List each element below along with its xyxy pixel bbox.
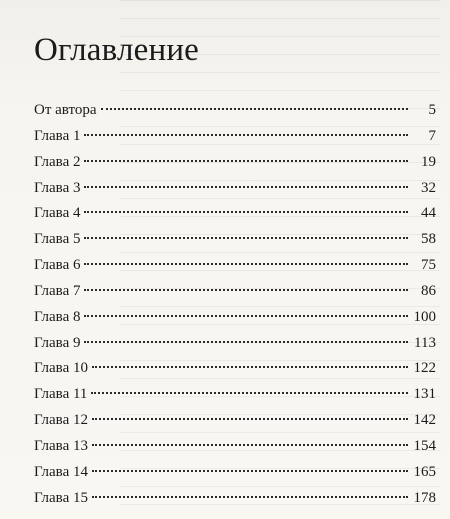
toc-entry-page: 7 xyxy=(428,127,436,144)
dot-leader xyxy=(101,108,408,110)
dot-leader xyxy=(84,263,408,265)
dot-leader xyxy=(84,237,408,239)
dot-leader xyxy=(84,289,408,291)
dot-leader xyxy=(84,211,408,213)
dot-leader xyxy=(92,470,408,472)
toc-entry xyxy=(34,229,436,255)
toc-entry-page: 113 xyxy=(414,334,436,351)
table-of-contents xyxy=(34,100,436,514)
toc-entry-page: 122 xyxy=(413,360,436,377)
toc-entry xyxy=(34,100,436,126)
toc-entry-page: 5 xyxy=(428,102,436,118)
toc-entry-label: Глава 3 xyxy=(34,179,81,196)
dot-leader xyxy=(84,315,407,317)
dot-leader xyxy=(84,160,408,162)
toc-entry-page: 75 xyxy=(421,257,436,274)
toc-entry-label: Глава 14 xyxy=(34,463,88,480)
toc-entry-label: От автора xyxy=(34,102,97,118)
toc-entry-label: Глава 6 xyxy=(34,257,81,274)
dot-leader xyxy=(84,134,408,136)
toc-entry xyxy=(34,281,436,307)
dot-leader xyxy=(84,186,408,188)
toc-entry-page: 100 xyxy=(413,308,436,325)
dot-leader xyxy=(92,496,408,498)
toc-entry-label: Глава 15 xyxy=(34,489,88,506)
toc-entry xyxy=(34,462,436,488)
toc-entry-label: Глава 9 xyxy=(34,334,81,351)
toc-entry-label: Глава 10 xyxy=(34,360,88,377)
dot-leader xyxy=(92,444,408,446)
dot-leader xyxy=(92,366,408,368)
toc-entry xyxy=(34,307,436,333)
page-title: Оглавление xyxy=(34,32,200,68)
toc-entry-page: 142 xyxy=(413,412,436,429)
toc-entry-page: 58 xyxy=(421,231,436,248)
toc-entry-label: Глава 5 xyxy=(34,231,81,248)
dot-leader xyxy=(91,392,407,394)
toc-entry xyxy=(34,384,436,410)
dot-leader xyxy=(92,418,408,420)
toc-entry-label: Глава 2 xyxy=(34,153,81,170)
toc-entry xyxy=(34,358,436,384)
toc-entry-page: 165 xyxy=(413,463,436,480)
toc-entry-label: Глава 8 xyxy=(34,308,81,325)
toc-entry-page: 154 xyxy=(413,437,436,454)
toc-entry xyxy=(34,178,436,204)
toc-entry-page: 19 xyxy=(421,153,436,170)
toc-entry-label: Глава 7 xyxy=(34,282,81,299)
toc-entry xyxy=(34,203,436,229)
toc-entry xyxy=(34,255,436,281)
toc-entry-label: Глава 4 xyxy=(34,205,81,222)
toc-entry-label: Глава 13 xyxy=(34,437,88,454)
dot-leader xyxy=(84,341,408,343)
toc-entry-label: Глава 11 xyxy=(34,386,88,403)
toc-entry-label: Глава 12 xyxy=(34,412,88,429)
toc-entry xyxy=(34,126,436,152)
toc-entry xyxy=(34,152,436,178)
toc-entry-page: 86 xyxy=(421,282,436,299)
toc-entry-page: 32 xyxy=(421,179,436,196)
toc-entry xyxy=(34,333,436,359)
toc-entry xyxy=(34,488,436,514)
toc-entry-label: Глава 1 xyxy=(34,127,81,144)
toc-entry-page: 44 xyxy=(421,205,436,222)
toc-entry xyxy=(34,410,436,436)
toc-entry xyxy=(34,436,436,462)
toc-entry-page: 131 xyxy=(413,386,436,403)
toc-entry-page: 178 xyxy=(413,489,436,506)
